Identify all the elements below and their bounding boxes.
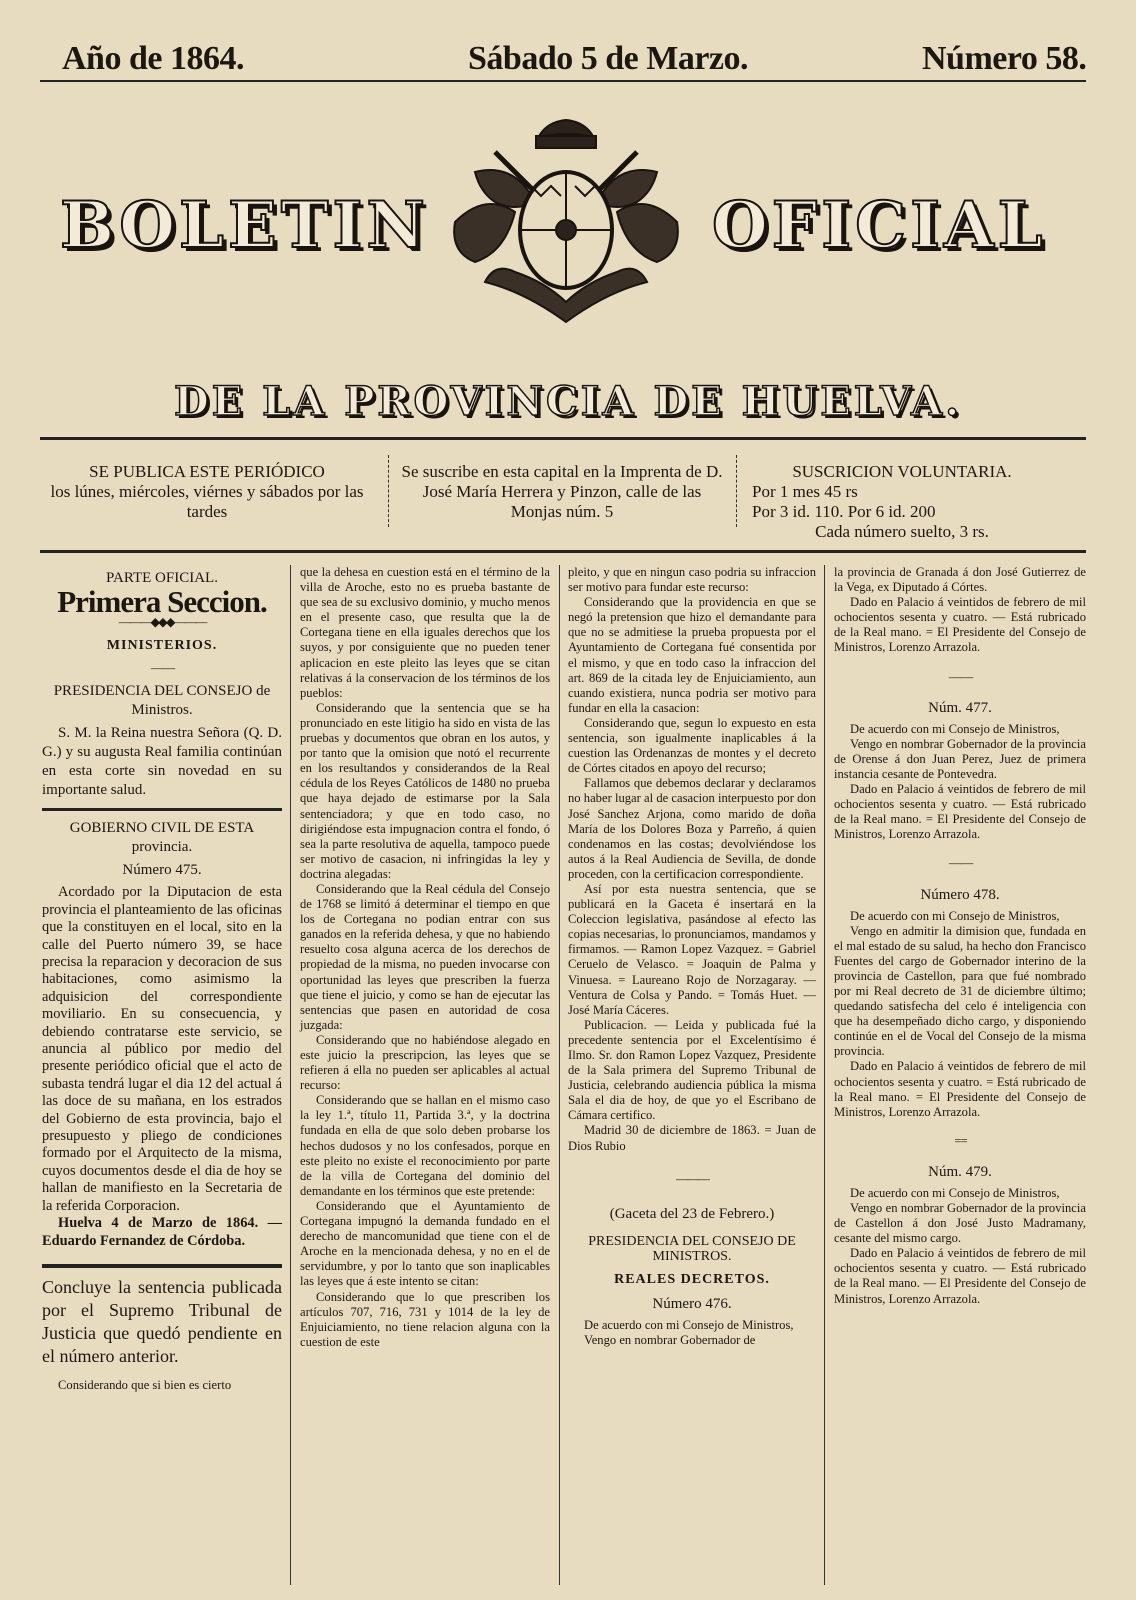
primera-seccion-heading: Primera Seccion. xyxy=(57,584,267,619)
col4-paragraph-2: Dado en Palacio á veintidos de febrero de mil ochocientos sesenta y cuatro. — Está rubricado de la Real mano. = El Presidente del Consejo de Ministros, Lorenzo Arrazola. xyxy=(834,595,1086,655)
ornament-divider-2: —⁠—⁠— xyxy=(676,1171,708,1186)
col4-paragraph-1: la provincia de Granada á don José Gutierrez de la Vega, ex Diputado á Córtes. xyxy=(834,565,1086,595)
short-divider-4: = = xyxy=(954,1133,966,1148)
col3-paragraph-6: Publicacion. — Leida y publicada fué la precedente sentencia por el Excelentísimo é Ilmo. Sr. don Ramon Lopez Vazquez, Presidente de la Sala primera del Supremo Tribunal de Justicia, celebrando audiencia pública la misma Sala el dia de hoy, de que yo el Escribano de Cámara certifico. xyxy=(568,1017,816,1123)
short-divider-3: — — xyxy=(948,856,972,871)
firma-paragraph: Huelva 4 de Marzo de 1864. — Eduardo Fernandez de Córdoba. xyxy=(42,1215,282,1249)
ornament-divider: ———◆◆◆——— xyxy=(118,615,206,630)
numero-477: Núm. 477. xyxy=(928,699,992,716)
title-left: BOLETIN xyxy=(60,188,429,263)
column-1 xyxy=(42,565,282,1393)
col2-paragraph-2: Considerando que la sentencia que se ha pronunciado en este litigio ha sido en vista de las pruebas y documentos que obran en los autos, y por tanto que la omision que notó el recurrente en los resultandos y considerandos de la Real cédula de los Reyes Católicos de 1480 no prueba que haya dejado de estimarse por la Sala sentenciadora; y que en todo caso, no dirigiéndose esta impugnacion contra el fondo, ó sea la parte resolutiva de aquella, tampoco puede ser motivo de casacion, ni infringidas la ley y doctrina alegadas: xyxy=(300,700,550,881)
section-rule xyxy=(42,808,282,811)
column-4 xyxy=(834,565,1086,1307)
acordado-paragraph: Acordado por la Diputacion de esta provincia el planteamiento de las oficinas que la constituyen en el local, sito en la calle del Puerto número 39, se hace precisa la reparacion y decoracion de sus habitaciones, como asimismo la adquisicion del correspondiente moviliario. En su consecuencia, y debiendo contratarse este servicio, se anuncia al público por medio del presente periódico oficial que el acto de subasta tendrá lugar el dia 12 del actual á las doce de su mañana, en los estrados del Gobierno de esta provincia, bajo el presupuesto y pliego de condiciones formado por el Arquitecto de la misma, cuyos documentos desde el dia de hoy se hallan de manifiesto en la Secretaria de la referida Corporacion. xyxy=(42,884,282,1214)
col3-paragraph-8: De acuerdo con mi Consejo de Ministros, xyxy=(584,1318,794,1333)
col4-paragraph-7: Vengo en admitir la dimision que, fundada en el mal estado de su salud, ha hecho don Francisco Fuentes del cargo de Gobernador interino de la provincia de Castellon, para que fué nombrado por mi Real decreto de 31 de diciembre último; quedando satisfecha del celo é inteligencia con que ha desempeñado dicho cargo, y disponiendo continúe en el de Vocal del Consejo de la misma provincia. xyxy=(834,923,1086,1059)
column-divider-2 xyxy=(559,565,560,1585)
presidencia-consejo-heading: PRESIDENCIA DEL CONSEJO DE MINISTROS. xyxy=(588,1233,796,1264)
col4-paragraph-9: De acuerdo con mi Consejo de Ministros, xyxy=(850,1185,1060,1200)
col3-paragraph-3: Considerando que, segun lo expuesto en esta sentencia, son igualmente inaplicables á la cuestion las Ordenanzas de montes y el decreto de Córtes citados en apoyo del recurso; xyxy=(568,715,816,776)
column-divider-3 xyxy=(824,565,825,1585)
publish-info xyxy=(42,462,372,522)
header-rule xyxy=(40,80,1086,82)
subscribe-info: Se suscribe en esta capital en la Imprenta de D. José María Herrera y Pinzon, calle de las Monjas núm. 5 xyxy=(401,462,723,521)
price-one-month: Por 1 mes 45 rs xyxy=(752,482,858,501)
col4-paragraph-11: Dado en Palacio á veintidos de febrero de mil ochocientos sesenta y cuatro. — Está rubricado de la Real mano. — El Presidente del Consejo de Ministros, Lorenzo Arrazola. xyxy=(834,1246,1086,1306)
header-line xyxy=(0,12,1136,82)
col2-paragraph-6: Considerando que el Ayuntamiento de Cortegana impugnó la demanda fundado en el derecho de mancomunidad que tiene con el de Aroche en la mencionada dehesa, y no en el de servidumbre, y por lo tanto que son inaplicables las leyes que á este intento se citan: xyxy=(300,1198,550,1289)
gaceta-note: (Gaceta del 23 de Febrero.) xyxy=(609,1205,775,1222)
col4-paragraph-5: Dado en Palacio á veintidos de febrero de mil ochocientos sesenta y cuatro. — Está rubricado de la Real mano. = El Presidente del Consejo de Ministros, Lorenzo Arrazola. xyxy=(834,782,1086,842)
col4-paragraph-4: Vengo en nombrar Gobernador de la provincia de Orense á don Juan Perez, Juez de primera instancia cesante de Pontevedra. xyxy=(834,736,1086,781)
royal-coat-of-arms-icon xyxy=(435,112,697,330)
subscription-info xyxy=(746,462,1052,542)
col2-paragraph-4: Considerando que no habiéndose alegado en este juicio la prescripcion, las leyes que se refieren á ella no pueden ser aplicables al actual recurso: xyxy=(300,1032,550,1093)
column-2 xyxy=(300,565,550,1350)
info-divider-2 xyxy=(736,455,737,527)
publish-title: SE PUBLICA ESTE PERIÓDICO xyxy=(89,462,325,481)
subtitle-rule xyxy=(40,437,1086,440)
col3-paragraph-4: Fallamos que debemos declarar y declaramos no haber lugar al de casacion interpuesto por don José Sanchez Arjona, como marido de doña María de los Dolores Boza y Parreño, á quien condenamos en las costas; devolviéndose los autos á la Real Audiencia de Sevilla, de donde proceden, con la certificacion correspondiente. xyxy=(568,776,816,881)
parte-oficial-heading: PARTE OFICIAL. xyxy=(106,570,218,586)
col4-paragraph-3: De acuerdo con mi Consejo de Ministros, xyxy=(850,721,1060,736)
column-divider-1 xyxy=(290,565,291,1585)
numero-476: Número 476. xyxy=(652,1296,732,1313)
col3-paragraph-5: Así por esta nuestra sentencia, que se publicará en la Gaceta é insertará en la Coleccion legislativa, pasándose al efecto las copias necesarias, lo pronunciamos, mandamos y firmamos. — Ramon Lopez Vazquez. = Gabriel Ceruelo de Velasco. = Joaquin de Palma y Vinuesa. = Laureano Rojo de Norzagaray. — Ventura de Colsa y Pando. = Tomás Huet. — José María Cáceres. xyxy=(568,881,816,1017)
col3-paragraph-7: Madrid 30 de diciembre de 1863. = Juan de Dios Rubio xyxy=(568,1123,816,1153)
numero-478: Número 478. xyxy=(920,886,1000,903)
concluye-notice: Concluye la sentencia publicada por el Supremo Tribunal de Justicia que quedó pendiente en el número anterior. xyxy=(42,1264,282,1368)
col4-paragraph-10: Vengo en nombrar Gobernador de la provincia de Castellon á don José Justo Madramany, cesante del mismo cargo. xyxy=(834,1201,1086,1246)
price-three-six-months: Por 3 id. 110. Por 6 id. 200 xyxy=(752,502,936,521)
price-single-issue: Cada número suelto, 3 rs. xyxy=(815,522,989,541)
salud-paragraph: S. M. la Reina nuestra Señora (Q. D. G.) y su augusta Real familia continúan en esta corte sin novedad en su importante salud. xyxy=(42,725,282,799)
col3-paragraph-1: pleito, y que en ningun caso podria su infraccion ser motivo para fundar este recurso: xyxy=(568,565,816,595)
newspaper-subtitle: DE LA PROVINCIA DE HUELVA. xyxy=(174,378,962,425)
ministerios-heading: MINISTERIOS. xyxy=(106,638,218,654)
column-3 xyxy=(568,565,816,1348)
title-right: OFICIAL xyxy=(712,188,1047,263)
considerando-start: Considerando que si bien es cierto xyxy=(58,1377,232,1392)
publish-text: los lúnes, miércoles, viérnes y sábados por las tardes xyxy=(50,482,364,521)
col4-paragraph-6: De acuerdo con mi Consejo de Ministros, xyxy=(850,908,1060,923)
numero-475: Número 475. xyxy=(122,862,202,879)
col2-paragraph-7: Considerando que lo que prescriben los artículos 707, 716, 731 y 1014 de la ley de Enjuiciamiento, no tiene relacion alguna con la cuestion de este xyxy=(300,1289,550,1349)
presidencia-heading: PRESIDENCIA DEL CONSEJO de Ministros. xyxy=(53,683,271,719)
col2-paragraph-3: Considerando que la Real cédula del Consejo de 1768 se limitó á determinar el tiempo en que los de Cortegana no podian entrar con sus ganados en la referida dehesa, y que no habiendo resuelto cosa alguna acerca de los derechos de propiedad de la misma, no pueden invocarse con oportunidad las leyes que prescriben la fuerza que tiene el juicio, y como se han de ejecutar las sentencias que pasen en autoridad de cosa juzgada: xyxy=(300,881,550,1032)
col3-paragraph-9: Vengo en nombrar Gobernador de xyxy=(584,1333,756,1348)
issue-date: Sábado 5 de Marzo. xyxy=(468,40,748,77)
col4-paragraph-8: Dado en Palacio á veintidos de febrero de mil ochocientos sesenta y cuatro. = Está rubricado de la Real mano. = El Presidente del Consejo de Ministros, Lorenzo Arrazola. xyxy=(834,1059,1086,1119)
gobierno-heading: GOBIERNO CIVIL DE ESTA provincia. xyxy=(69,820,255,856)
reales-decretos-heading: REALES DECRETOS. xyxy=(614,1271,770,1287)
issue-year: Año de 1864. xyxy=(62,40,244,77)
subscription-title: SUSCRICION VOLUNTARIA. xyxy=(792,462,1012,481)
col3-paragraph-2: Considerando que la providencia en que se negó la pretension que hizo el demandante para que no se admitiese la prueba propuesta por el Ayuntamiento de Cortegana fué consentida por el mismo, y que en todo caso la infraccion del art. 869 de la citada ley de Enjuiciamiento, aun cuando existiera, nunca podria ser motivo para fundar en ella la casacion: xyxy=(568,595,816,715)
info-divider-1 xyxy=(388,455,389,527)
info-rule xyxy=(40,550,1086,553)
col2-paragraph-5: Considerando que se hallan en el mismo caso la ley 1.ª, título 11, Partida 3.ª, y la doctrina fundada en ella de que solo deben probarse los hechos dudosos y no los confesados, porque en este pleito no existe el reconocimiento por parte de la villa de Cortegana del dominio del demandante en los términos que este pretende: xyxy=(300,1093,550,1198)
short-divider-2: — — xyxy=(948,669,972,684)
issue-number: Número 58. xyxy=(922,40,1087,77)
numero-479: Núm. 479. xyxy=(928,1163,992,1180)
col2-paragraph-1: que la dehesa en cuestion está en el término de la villa de Aroche, esto no es prueba bastante de que sea de su exclusivo dominio, y mucho menos en el presente caso, que resulta que la de Cortegana tiene en ella iguales derechos que los suyos, y por consiguiente que no pueden tener aplicacion en este pleito las leyes que se citan relativas á la conservacion de los términos de los pueblos: xyxy=(300,565,550,700)
short-divider: — — xyxy=(150,661,174,676)
